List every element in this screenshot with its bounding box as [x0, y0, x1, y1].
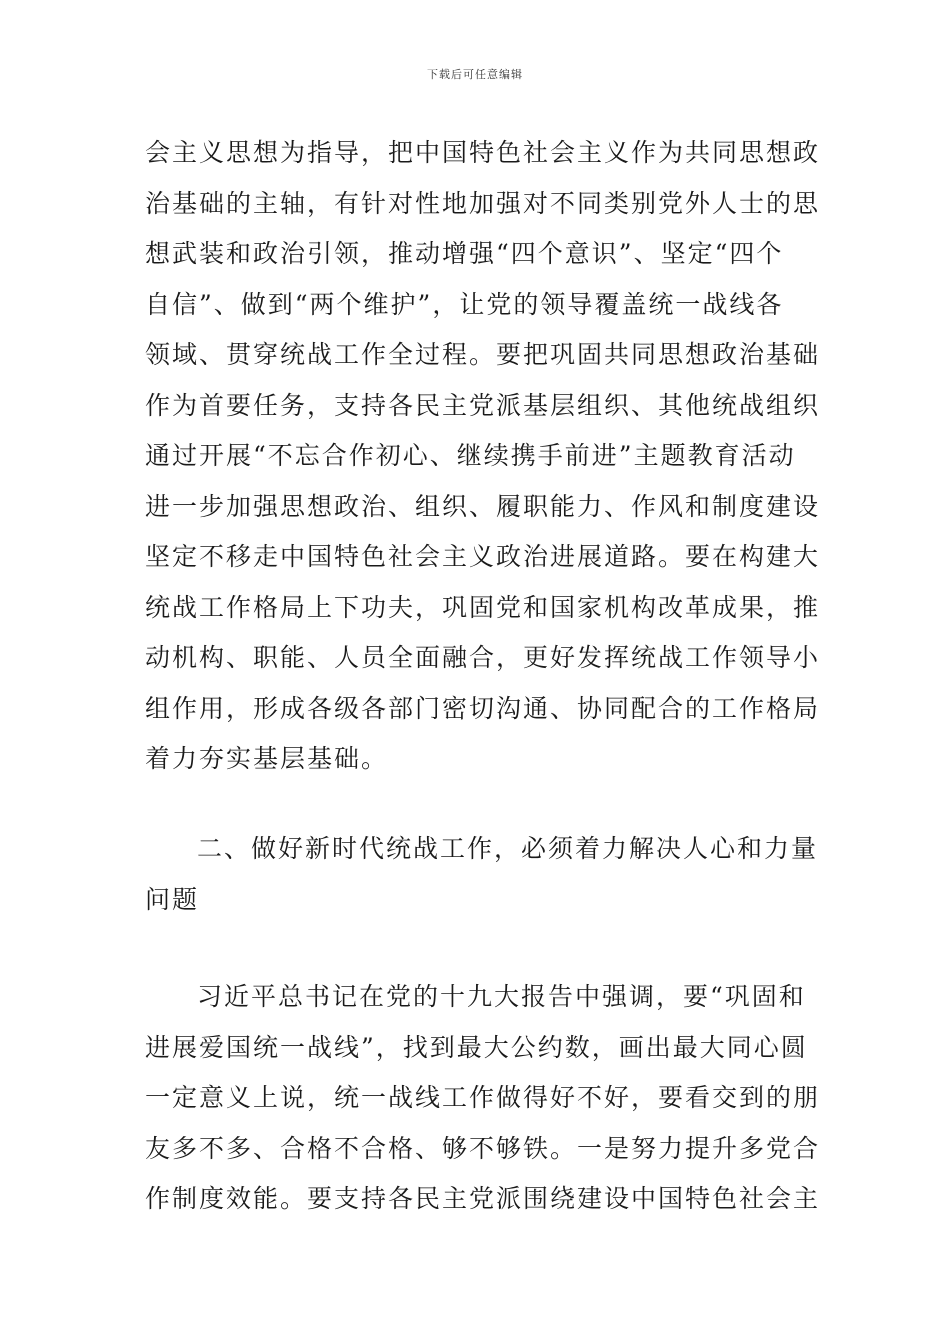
- text-line: 进一步加强思想政治、组织、履职能力、作风和制度建设: [145, 491, 821, 521]
- text-line: 坚定不移走中国特色社会主义政治进展道路。要在构建大: [145, 542, 821, 571]
- page-header-note: 下载后可任意编辑: [427, 68, 523, 81]
- section-heading-2: [145, 824, 819, 925]
- text-line: 进展爱国统一战线”，找到最大公约数，画出最大同心圆: [145, 1032, 808, 1062]
- body-paragraph-1: [145, 128, 821, 785]
- body-paragraph-2: [145, 972, 821, 1225]
- heading-line: 二、做好新时代统战工作，必须着力解决人心和力量: [197, 834, 819, 863]
- text-line: 自信”、做到“两个维护”，让党的领导覆盖统一战线各: [145, 289, 784, 319]
- text-line: 通过开展“不忘合作初心、继续携手前进”主题教育活动: [145, 441, 796, 470]
- text-line: 作为首要任务，支持各民主党派基层组织、其他统战组织: [145, 390, 821, 420]
- text-line: 友多不多、合格不合格、够不够铁。一是努力提升多党合: [145, 1133, 821, 1163]
- text-line: 想武装和政治引领，推动增强“四个意识”、坚定“四个: [145, 239, 784, 268]
- text-line: 动机构、职能、人员全面融合，更好发挥统战工作领导小: [145, 643, 821, 672]
- text-line: 习近平总书记在党的十九大报告中强调，要“巩固和: [197, 982, 806, 1011]
- heading-line: 问题: [145, 884, 200, 914]
- text-line: 作制度效能。要支持各民主党派围绕建设中国特色社会主: [145, 1184, 821, 1213]
- text-line: 领域、贯穿统战工作全过程。要把巩固共同思想政治基础: [145, 340, 821, 369]
- text-line: 一定意义上说，统一战线工作做得好不好，要看交到的朋: [145, 1083, 821, 1112]
- text-line: 会主义思想为指导，把中国特色社会主义作为共同思想政: [145, 138, 821, 167]
- text-line: 治基础的主轴，有针对性地加强对不同类别党外人士的思: [145, 188, 821, 218]
- text-line: 统战工作格局上下功夫，巩固党和国家机构改革成果，推: [145, 592, 821, 622]
- text-line: 着力夯实基层基础。: [145, 744, 389, 773]
- text-line: 组作用，形成各级各部门密切沟通、协同配合的工作格局: [145, 693, 821, 723]
